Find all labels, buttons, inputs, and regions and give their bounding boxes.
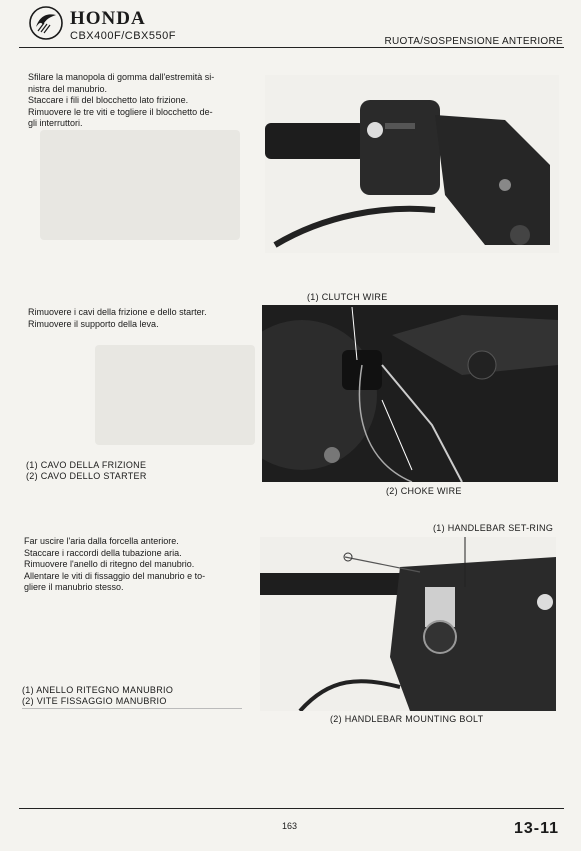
honda-wing-icon bbox=[28, 5, 64, 41]
instruction-text: Sfilare la manopola di gomma dall'estremità si- nistra del manubrio. Staccare i fili del blocchetto lato frizione. Rimuovere le tre viti e togliere il blocchetto de- gli interruttori. bbox=[28, 72, 215, 128]
instruction-text: Far uscire l'aria dalla forcella anteriore. Staccare i raccordi della tubazione aria. Rimuovere l'anello di ritegno del manubrio. Allentare le viti di fissaggio del manubrio e to- gliere il manubrio stesso. bbox=[24, 536, 206, 592]
photo-handlebar-mounting bbox=[260, 537, 556, 711]
caption-underline bbox=[22, 708, 242, 709]
photo-label-handlebar-mounting-bolt: (2) HANDLEBAR MOUNTING BOLT bbox=[330, 714, 484, 724]
bleed-through-shadow bbox=[40, 130, 240, 240]
photo-label-choke-wire: (2) CHOKE WIRE bbox=[386, 486, 462, 496]
caption-handlebar-bolt: (2) VITE FISSAGGIO MANUBRIO bbox=[22, 696, 167, 706]
section-number: 13-11 bbox=[513, 820, 559, 837]
section-title: RUOTA/SOSPENSIONE ANTERIORE bbox=[384, 36, 563, 47]
caption-handlebar-ring: (1) ANELLO RITEGNO MANUBRIO bbox=[22, 685, 174, 695]
page-number: 163 bbox=[282, 821, 298, 831]
caption-starter-cable: (2) CAVO DELLO STARTER bbox=[26, 471, 147, 481]
instruction-text: Rimuovere i cavi della frizione e dello starter. Rimuovere il supporto della leva. bbox=[28, 307, 207, 329]
brand-name: HONDA bbox=[70, 8, 146, 29]
footer-rule bbox=[19, 808, 564, 809]
photo-left-switch-housing bbox=[265, 75, 559, 253]
bleed-through-shadow bbox=[95, 345, 255, 445]
header-rule bbox=[19, 47, 564, 48]
photo-clutch-choke-wires bbox=[262, 305, 558, 482]
photo-label-clutch-wire: (1) CLUTCH WIRE bbox=[307, 292, 388, 302]
photo-label-handlebar-set-ring: (1) HANDLEBAR SET-RING bbox=[433, 523, 554, 533]
caption-clutch-cable: (1) CAVO DELLA FRIZIONE bbox=[26, 460, 147, 470]
model-name: CBX400F/CBX550F bbox=[70, 30, 176, 42]
